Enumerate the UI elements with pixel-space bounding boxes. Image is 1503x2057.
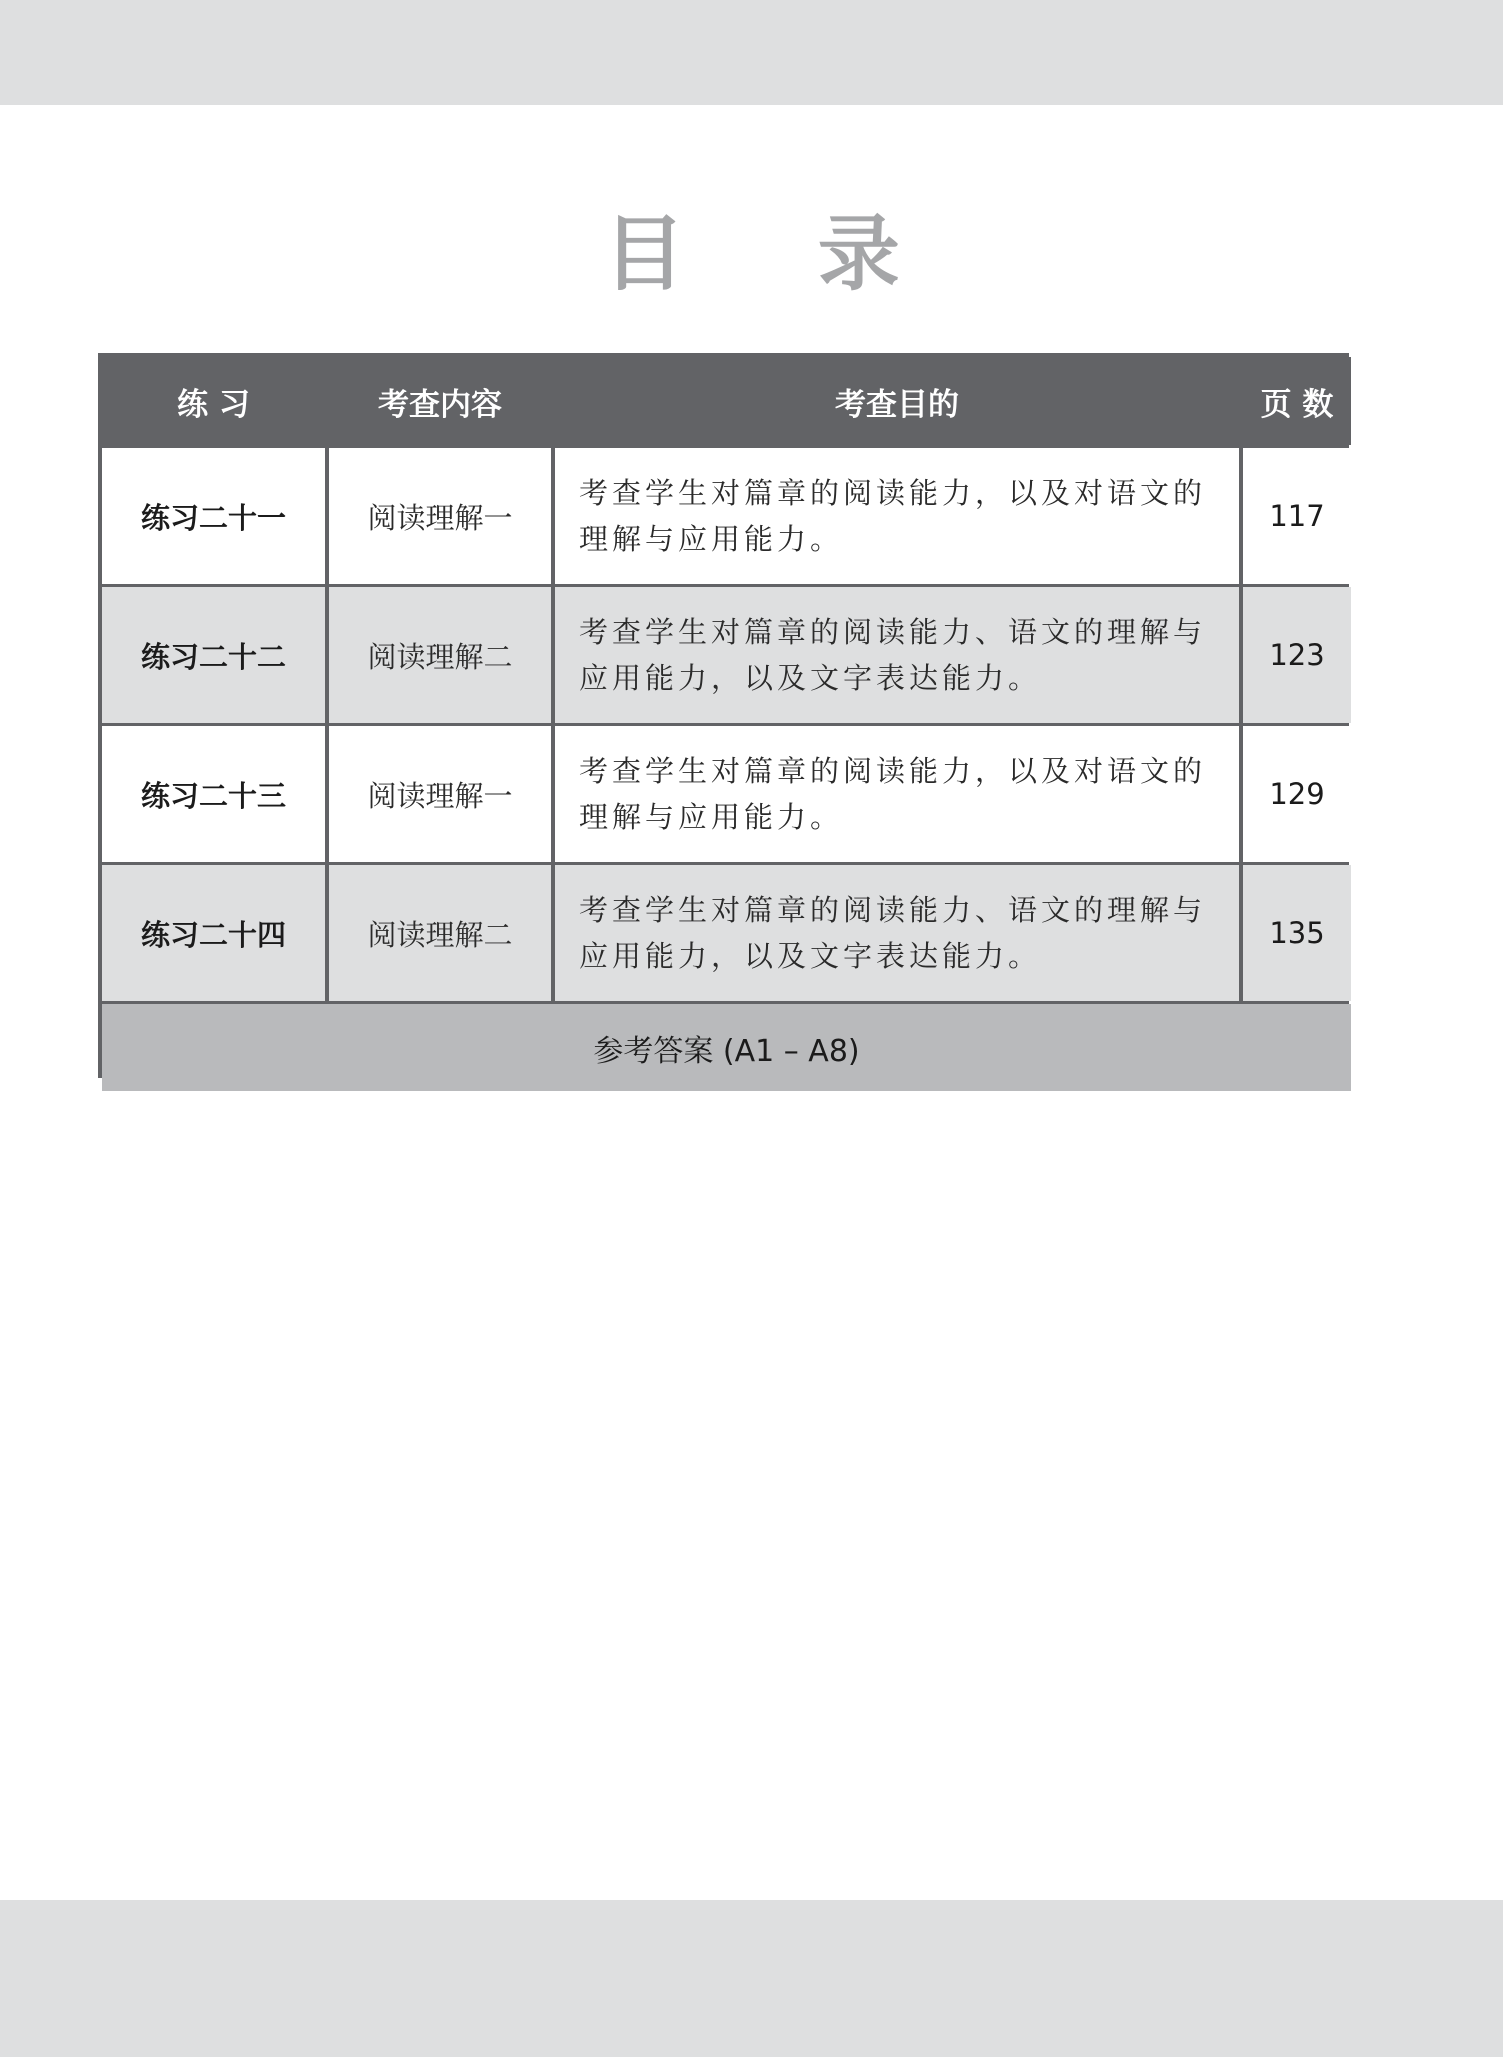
exercise-title: 练习二十三 bbox=[102, 726, 325, 862]
exercise-title: 练习二十一 bbox=[102, 448, 325, 584]
bottom-margin-band bbox=[0, 1900, 1503, 2057]
page-number: 117 bbox=[1243, 448, 1351, 584]
page-title: 目 录 bbox=[603, 207, 952, 302]
column-header-exercise: 练 习 bbox=[102, 357, 325, 445]
page-number: 123 bbox=[1243, 587, 1351, 723]
column-header-purpose: 考查目的 bbox=[555, 357, 1239, 445]
top-margin-band bbox=[0, 0, 1503, 105]
exercise-purpose: 考查学生对篇章的阅读能力、语文的理解与应用能力，以及文字表达能力。 bbox=[555, 587, 1239, 723]
column-header-page: 页 数 bbox=[1243, 357, 1351, 445]
exercise-purpose: 考查学生对篇章的阅读能力、语文的理解与应用能力，以及文字表达能力。 bbox=[555, 865, 1239, 1001]
exercise-content: 阅读理解二 bbox=[329, 865, 551, 1001]
exercise-title: 练习二十四 bbox=[102, 865, 325, 1001]
exercise-purpose: 考查学生对篇章的阅读能力，以及对语文的理解与应用能力。 bbox=[555, 726, 1239, 862]
page-number: 129 bbox=[1243, 726, 1351, 862]
exercise-title: 练习二十二 bbox=[102, 587, 325, 723]
column-header-content: 考查内容 bbox=[329, 357, 551, 445]
exercise-purpose: 考查学生对篇章的阅读能力，以及对语文的理解与应用能力。 bbox=[555, 448, 1239, 584]
exercise-content: 阅读理解一 bbox=[329, 448, 551, 584]
exercise-content: 阅读理解一 bbox=[329, 726, 551, 862]
page-number: 135 bbox=[1243, 865, 1351, 1001]
table-of-contents bbox=[98, 353, 1349, 1078]
answer-key-row: 参考答案 (A1 – A8) bbox=[102, 1004, 1351, 1091]
exercise-content: 阅读理解二 bbox=[329, 587, 551, 723]
